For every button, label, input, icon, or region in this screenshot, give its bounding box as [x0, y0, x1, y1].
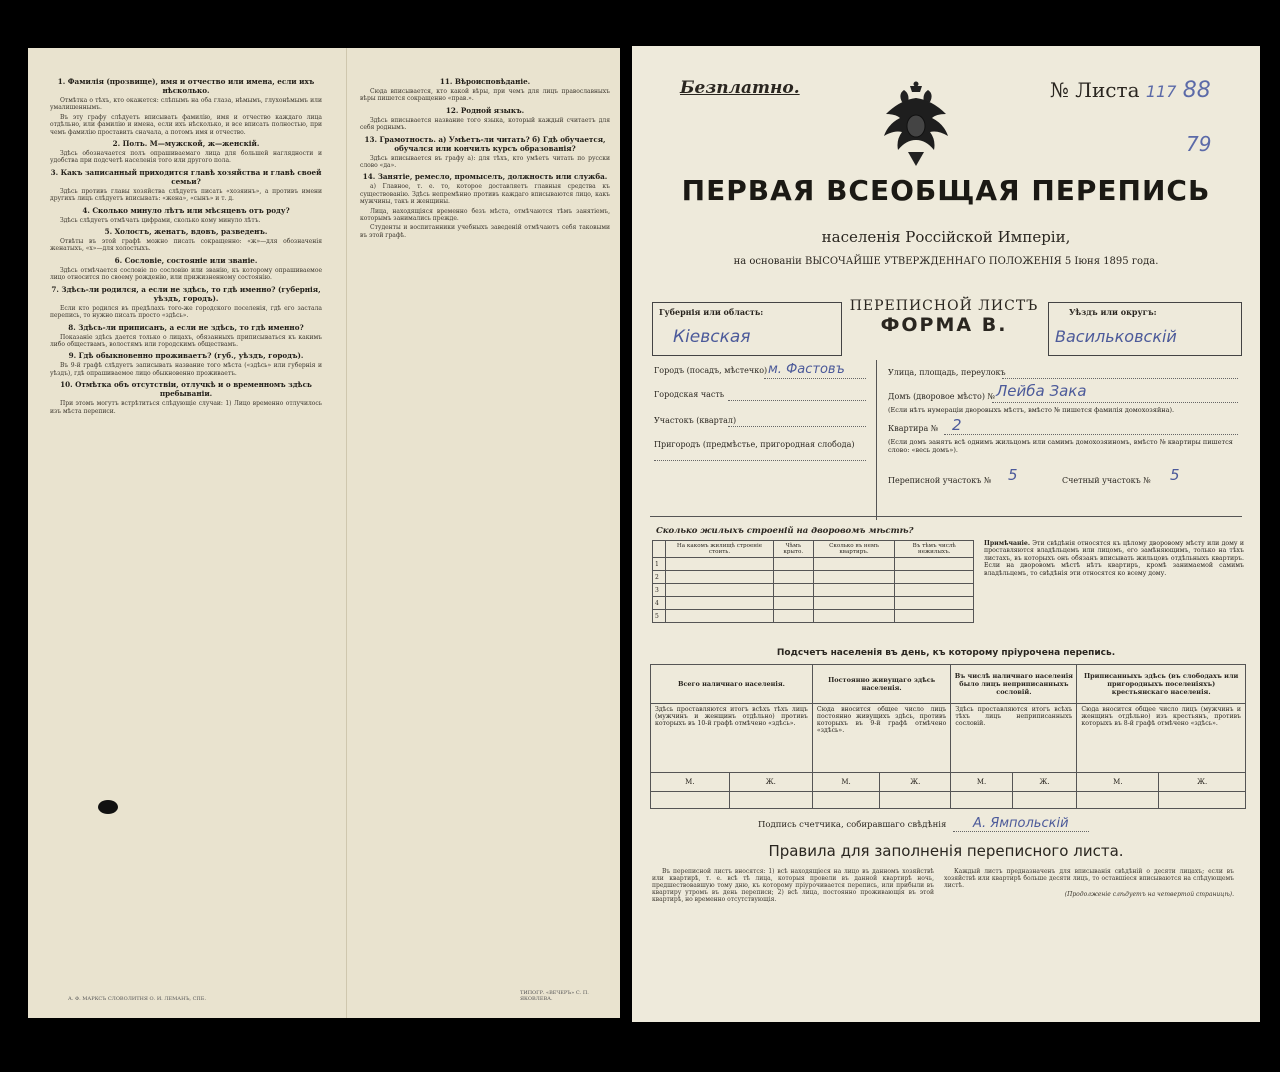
- houses-header: Сколько въ немъ квартиръ.: [813, 541, 895, 558]
- sheet-number-handwritten-2: 88: [1182, 78, 1211, 103]
- table-cell[interactable]: [774, 571, 813, 584]
- table-cell[interactable]: [666, 571, 774, 584]
- summary-value-cell[interactable]: [1012, 792, 1077, 809]
- instructions-column-1: [50, 74, 322, 417]
- rules-text-2: Каждый листъ предназначенъ для вписыванія свѣдѣній о десяти лицахъ; если въ хозяйствѣ или квартирѣ больше десяти лицъ, то оставшіеся вписываются на слѣдующемъ листѣ.: [944, 868, 1234, 890]
- summary-instruction: Сюда вносится общее число лицъ постоянно живущихъ здѣсь, противъ которыхъ въ 9-й графѣ отмѣчено «здѣсь».: [812, 704, 951, 773]
- table-cell[interactable]: [813, 610, 895, 623]
- dom-value: Лейба Зака: [996, 382, 1087, 400]
- houses-table: [652, 540, 974, 623]
- kvartira-line: [944, 434, 1238, 435]
- page-subtitle: населенія Россійской Имперіи,: [821, 228, 1071, 246]
- table-cell[interactable]: [895, 584, 974, 597]
- section-text: а) Главное, т. е. то, которое доставляетъ главныя средства къ существованію. Здѣсь непремѣнно противъ каждаго вписываются лицо, какъ мужчины, такъ и женщины.: [360, 183, 610, 206]
- uezd-value: Васильковскій: [1055, 327, 1177, 346]
- section-text: Лица, находящіяся временно безъ мѣста, отмѣчаются тѣмъ занятіемъ, которымъ занимались прежде.: [360, 207, 610, 223]
- instructions-column-2: [360, 74, 610, 241]
- section-heading: 4. Сколько минуло лѣтъ или мѣсяцевъ отъ роду?: [82, 205, 290, 215]
- kvartira-label: Квартира №: [888, 424, 939, 433]
- rules-column-2: [944, 868, 1234, 898]
- table-cell[interactable]: [666, 597, 774, 610]
- male-label: М.: [1077, 773, 1159, 792]
- section-text: Здѣсь обозначается полъ опрашиваемаго лица для большей наглядности и удобства при подсчетѣ населенія того или другого пола.: [50, 150, 322, 165]
- uezd-label: Уѣздъ или округъ:: [1069, 307, 1157, 317]
- section-text: Здѣсь вписывается название того языка, который каждый считаетъ для себя роднымъ.: [360, 116, 610, 132]
- section-text: Здѣсь вписывается въ графу а): для тѣхъ, кто умѣетъ читать по русски слово «да».: [360, 154, 610, 170]
- houses-note: [984, 540, 1244, 577]
- table-cell[interactable]: [895, 558, 974, 571]
- female-label: Ж.: [729, 773, 812, 792]
- houses-header-num: [653, 541, 666, 558]
- section-text: Отвѣты въ этой графѣ можно писать сокращенно: «ж»—для обозначенія женатыхъ, «х»—для холостыхъ.: [50, 238, 322, 253]
- summary-instruction: Здѣсь проставляются итогъ всѣхъ тѣхъ лицъ (мужчинъ и женщинъ отдѣльно) противъ которыхъ въ 10-й графѣ отмѣчено «здѣсь».: [651, 704, 813, 773]
- sheet-number-label: № Листа: [1050, 78, 1140, 102]
- ulitsa-label: Улица, площадь, переулокъ: [888, 368, 1006, 377]
- table-cell[interactable]: [895, 597, 974, 610]
- page-fold: [346, 48, 347, 1018]
- dom-note: (Если нѣтъ нумераціи дворовыхъ мѣстъ, вмѣсто № пишется фамилія домохозяйна).: [888, 406, 1175, 414]
- male-label: М.: [651, 773, 730, 792]
- note-text: Эти свѣдѣнія относятся къ цѣлому дворовому мѣсту или дому и проставляются владѣльцемъ или лицомъ, его замѣняющимъ, только на тѣхъ листахъ, въ которыхъ онъ обязанъ вписывать жильцовъ отдѣльныхъ квартиръ. Если на дворовомъ мѣстѣ нѣтъ квартиръ, кромѣ занимаемой самимъ владѣльцемъ, то свѣдѣнія эти относятся ко всему дому.: [984, 540, 1244, 577]
- imperial-eagle-icon: [880, 80, 952, 170]
- table-cell[interactable]: [774, 584, 813, 597]
- printer-imprint-left: А. Ф. МАРКСЪ СЛОВОЛИТНЯ О. И. ЛЕМАНЪ, СПБ.: [68, 996, 207, 1002]
- summary-title: Подсчетъ населенія въ день, къ которому пріурочена перепись.: [776, 648, 1116, 658]
- houses-header: Чѣмъ крыто.: [774, 541, 813, 558]
- form-heading: [844, 298, 1044, 336]
- prigorod-line: [654, 460, 866, 461]
- gor-chast-line: [728, 400, 866, 401]
- row-number: 2: [653, 571, 666, 584]
- page-title: ПЕРВАЯ ВСЕОБЩАЯ ПЕРЕПИСЬ: [681, 174, 1211, 207]
- table-cell[interactable]: [813, 558, 895, 571]
- free-label: Безплатно.: [680, 78, 800, 98]
- kvartira-value: 2: [952, 416, 962, 434]
- row-number: 4: [653, 597, 666, 610]
- table-row: [653, 597, 974, 610]
- section-text: Здѣсь отмѣчается сословіе по сословію или званію, къ которому опрашиваемое лицо относится по своему рожденію, или прижизненному состоянію.: [50, 266, 322, 282]
- gorod-line: [764, 378, 866, 379]
- section-heading: 9. Гдѣ обыкновенно проживаетъ? (губ., уѣздъ, городъ).: [68, 351, 304, 361]
- female-label: Ж.: [1159, 773, 1246, 792]
- section-heading: 3. Какъ записанный приходится главѣ хозяйства и главѣ своей семьи?: [50, 167, 322, 186]
- gubernia-label: Губернія или область:: [659, 307, 764, 317]
- section-text: Сюда вписывается, кто какой вѣры, при чемъ для лицъ православныхъ вѣры пишется сокращенно «прав.».: [360, 88, 610, 103]
- table-cell[interactable]: [774, 597, 813, 610]
- form-title: ПЕРЕПИСНОЙ ЛИСТЪ: [849, 298, 1039, 314]
- ink-blot: [98, 800, 118, 814]
- section-heading: 6. Сословіе, состояніе или званіе.: [114, 255, 258, 265]
- section-heading: 2. Полъ. М—мужской, ж—женскій.: [112, 139, 260, 149]
- houses-header: Въ тѣмъ числѣ нежилыхъ.: [895, 541, 974, 558]
- table-row: [653, 571, 974, 584]
- summary-value-cell[interactable]: [880, 792, 951, 809]
- row-number: 1: [653, 558, 666, 571]
- section-text: Показаніе здѣсь дается только о лицахъ, обязанныхъ приписываться къ какимъ либо обществамъ, волостямъ или городскимъ обществамъ.: [50, 333, 322, 348]
- ulitsa-line: [1002, 378, 1238, 379]
- table-cell[interactable]: [666, 558, 774, 571]
- male-label: М.: [812, 773, 879, 792]
- section-text: При этомъ могутъ встрѣтиться слѣдующіе случаи: 1) Лицо временно отлучилось изъ мѣста переписи.: [50, 400, 322, 415]
- gor-chast-label: Городская часть: [654, 390, 725, 399]
- summary-value-cell[interactable]: [1077, 792, 1159, 809]
- summary-instruction: Здѣсь проставляются итогъ всѣхъ тѣхъ лицъ неприписанныхъ сословій.: [951, 704, 1077, 773]
- note-title: Примѣчаніе.: [984, 540, 1030, 547]
- row-number: 3: [653, 584, 666, 597]
- table-cell[interactable]: [813, 584, 895, 597]
- prigorod-label: Пригородъ (предмѣстье, пригородная слобода): [654, 440, 855, 449]
- row-number: 5: [653, 610, 666, 623]
- table-cell[interactable]: [666, 584, 774, 597]
- table-cell[interactable]: [666, 610, 774, 623]
- gubernia-box: [652, 302, 842, 356]
- summary-header: Въ числѣ наличнаго населенія было лицъ неприписанныхъ сословій.: [951, 665, 1077, 704]
- table-row: [653, 584, 974, 597]
- signature-label: Подпись счетчика, собиравшаго свѣдѣнія: [758, 820, 947, 830]
- rules-title: Правила для заполненія переписного листа.: [768, 842, 1124, 860]
- sheet-number-handwritten: 117: [1145, 82, 1177, 101]
- section-text: Здѣсь противъ главы хозяйства слѣдуетъ писать «хозяинъ», а противъ имени другихъ лицъ слѣдуетъ вписывать: «жена», «сынъ» и т. д.: [50, 187, 322, 203]
- section-text: Въ 9-й графѣ слѣдуетъ записывать название того мѣста («здѣсь» или губернія и уѣздъ), гдѣ опрашиваемое лицо обыкновенно проживаетъ.: [50, 362, 322, 377]
- table-cell[interactable]: [813, 571, 895, 584]
- female-label: Ж.: [1012, 773, 1077, 792]
- census-form-page: [632, 46, 1260, 1022]
- houses-header: На какомъ жилищѣ строеніе стоить.: [666, 541, 774, 558]
- summary-table: [650, 664, 1246, 809]
- summary-value-cell[interactable]: [729, 792, 812, 809]
- sheet-number: [1050, 78, 1211, 103]
- table-cell[interactable]: [774, 558, 813, 571]
- summary-value-cell[interactable]: [651, 792, 730, 809]
- summary-instruction: Сюда вносится общее число лицъ (мужчинъ и женщинъ отдѣльно) изъ крестьянъ, противъ которыхъ въ 8-й графѣ отмѣчено «здѣсь».: [1077, 704, 1246, 773]
- summary-value-cell[interactable]: [812, 792, 879, 809]
- section-heading: 11. Вѣроисповѣданіе.: [439, 77, 531, 86]
- sheet-number-handwritten-3: 79: [1186, 132, 1212, 156]
- rules-continued: (Продолженіе слѣдуетъ на четвертой страницѣ).: [1064, 891, 1234, 899]
- address-divider: [876, 360, 877, 520]
- rules-text-1: Въ переписной листъ вносятся: 1) всѣ находящіеся на лицо въ данномъ хозяйствѣ или квартирѣ, т. е. всѣ тѣ лица, которыя провели въ данной квартирѣ ночь, предшествовавшую тому дню, къ которому пріурочивается перепись, или прибыли въ квартиру утромъ въ день переписи; 2) всѣ лица, постоянно проживающія въ этой квартирѣ, но временно отсутствующія.: [652, 868, 934, 904]
- uezd-box: [1048, 302, 1242, 356]
- section-heading: 13. Грамотность. а) Умѣетъ-ли читать? б) Гдѣ обучается, обучался или кончилъ курсъ образованія?: [364, 134, 606, 153]
- section-heading: 12. Родной языкъ.: [445, 105, 525, 115]
- enumerator-signature: [758, 816, 1089, 831]
- section-text: Отмѣтка о тѣхъ, кто окажется: слѣпымъ на оба глаза, нѣмымъ, глухонѣмымъ или умалишеннымъ.: [50, 97, 322, 112]
- houses-title: Сколько жилыхъ строеній на дворовомъ мѣстѣ?: [656, 526, 914, 536]
- female-label: Ж.: [880, 773, 951, 792]
- printer-imprint-right: ТИПОГР. «ВЕЧЕРЪ» С. П. ЯКОВЛЕВА.: [520, 990, 589, 1002]
- legal-basis: на основаніи ВЫСОЧАЙШЕ УТВЕРЖДЕННАГО ПОЛОЖЕНІЯ 5 Іюня 1895 года.: [733, 256, 1159, 267]
- section-heading: 14. Занятіе, ремесло, промыселъ, должность или служба.: [362, 172, 608, 182]
- table-row: [653, 558, 974, 571]
- form-code: ФОРМА В.: [880, 314, 1008, 336]
- section-heading: 5. Холостъ, женатъ, вдовъ, разведенъ.: [104, 227, 268, 237]
- uchastok-line: [728, 426, 866, 427]
- table-cell[interactable]: [813, 597, 895, 610]
- perepis-uchastok-value: 5: [1008, 466, 1018, 484]
- summary-header: Приписанныхъ здѣсь (въ слободахъ или пригородныхъ поселеніяхъ) крестьянскаго населенія.: [1077, 665, 1246, 704]
- summary-header: Всего наличнаго населенія.: [651, 665, 813, 704]
- section-heading: 7. Здѣсь-ли родился, а если не здѣсь, то гдѣ именно? (губернія, уѣздъ, городъ).: [51, 284, 321, 303]
- section-text: Студенты и воспитанники учебныхъ заведеній отмѣчаютъ себя таковыми въ этой графѣ.: [360, 224, 610, 239]
- perepis-uchastok-label: Переписной участокъ №: [888, 476, 992, 485]
- signature-value: А. Ямпольскій: [953, 816, 1088, 832]
- uchastok-label: Участокъ (квартал): [654, 416, 737, 425]
- schet-uchastok-label: Счетный участокъ №: [1062, 476, 1151, 485]
- section-heading: 8. Здѣсь-ли приписанъ, а если не здѣсь, то гдѣ именно?: [68, 322, 304, 332]
- table-row: [653, 610, 974, 623]
- schet-uchastok-value: 5: [1170, 466, 1180, 484]
- gorod-value: м. Фастовъ: [768, 362, 845, 377]
- table-cell[interactable]: [774, 610, 813, 623]
- summary-header: Постоянно живущаго здѣсь населенія.: [812, 665, 951, 704]
- section-text: Въ эту графу слѣдуетъ вписывать фамилію, имя и отчество каждаго лица отдѣльно, или фамилію и имена, если ихъ нѣсколько, и все вписать полностью, при чемъ фамилію проставить сначала, а потомъ имя и отчество.: [50, 113, 322, 136]
- summary-value-cell[interactable]: [951, 792, 1012, 809]
- gubernia-value: Кіевская: [673, 327, 751, 347]
- section-text: Если кто родился въ предѣлахъ того-же городского поселенія, гдѣ его застала перепись, то нужно писать просто «здѣсь».: [50, 304, 322, 320]
- kvartira-note: (Если домъ занятъ всѣ однимъ жильцомъ или самимъ домохозяиномъ, вмѣсто № квартиры пишется слово: «весь домъ»).: [888, 438, 1233, 454]
- gorod-label: Городъ (посадъ, мѣстечко): [654, 366, 768, 375]
- rules-column-1: [652, 868, 934, 905]
- dom-line: [992, 402, 1238, 403]
- table-cell[interactable]: [895, 571, 974, 584]
- section-text: Здѣсь слѣдуетъ отмѣчать цифрами, сколько кому минуло лѣтъ.: [60, 216, 261, 224]
- table-cell[interactable]: [895, 610, 974, 623]
- summary-value-cell[interactable]: [1159, 792, 1246, 809]
- section-divider: [650, 516, 1242, 517]
- dom-label: Домъ (дворовое мѣсто) №: [888, 392, 996, 401]
- section-heading: 1. Фамилія (прозвище), имя и отчество или имена, если ихъ нѣсколько.: [57, 77, 315, 95]
- left-page: [28, 48, 620, 1018]
- section-heading: 10. Отмѣтка объ отсутствіи, отлучкѣ и о временномъ здѣсь пребываніи.: [60, 380, 312, 399]
- male-label: М.: [951, 773, 1012, 792]
